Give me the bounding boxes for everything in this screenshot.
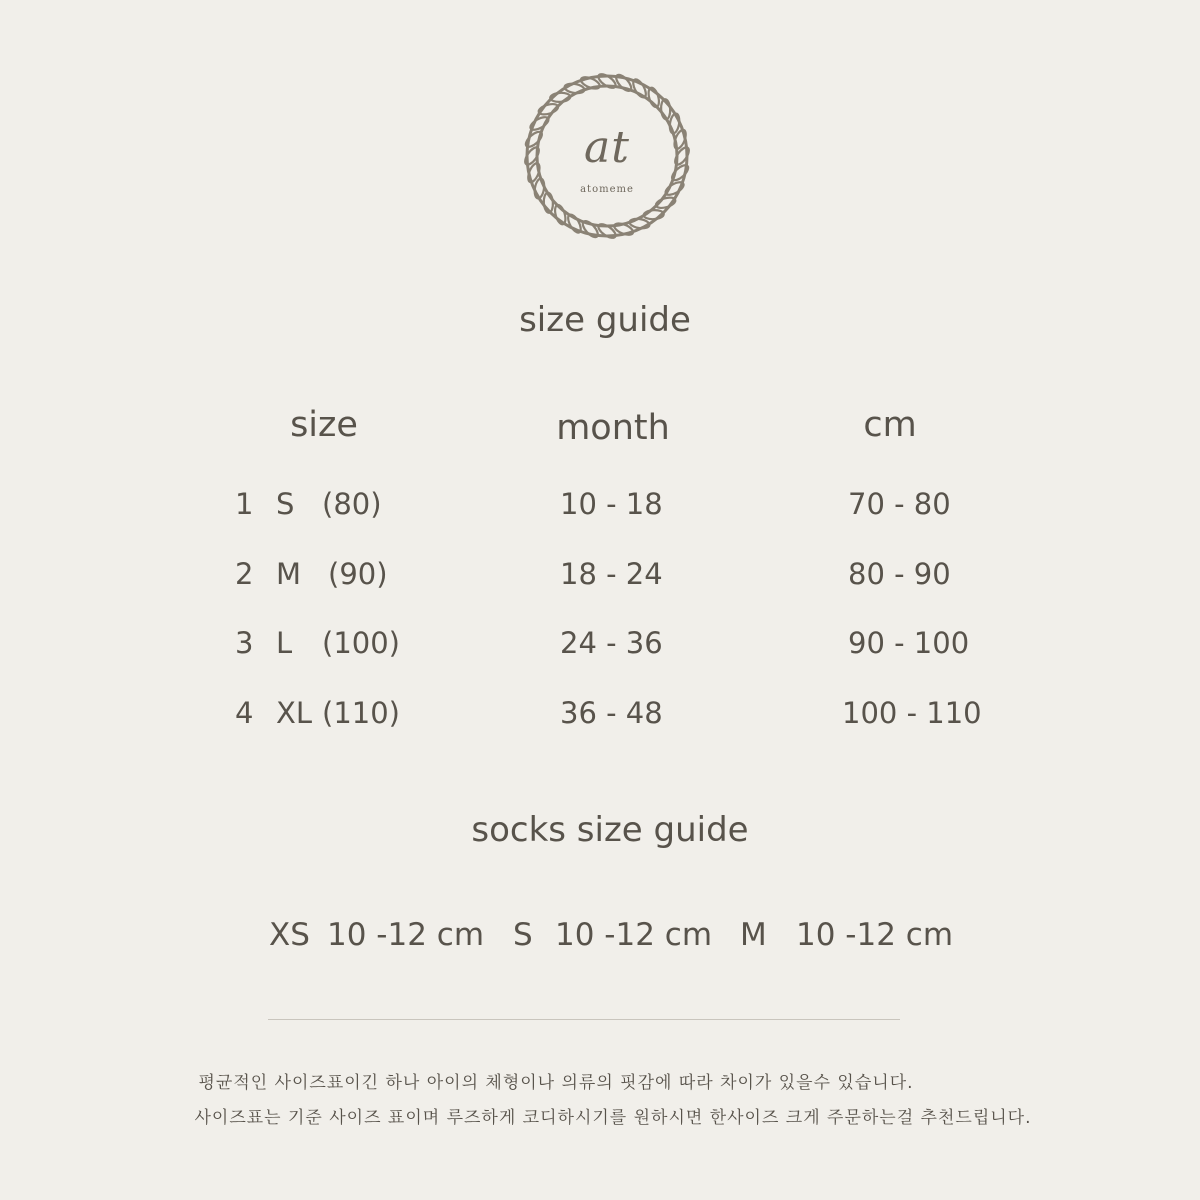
logo-braid-link (631, 78, 649, 100)
row-cm: 100 - 110 (842, 696, 982, 730)
logo-braid-link (566, 213, 584, 235)
row-number: 3 (235, 626, 254, 660)
size-row (0, 696, 1200, 736)
header-size: size (290, 405, 358, 445)
logo-mark: at (584, 122, 630, 173)
logo-braid-link (655, 196, 677, 210)
row-number: 2 (235, 557, 254, 591)
brand-logo (517, 66, 697, 246)
size-row (0, 626, 1200, 666)
row-month: 24 - 36 (560, 626, 663, 660)
row-number: 4 (235, 696, 254, 730)
socks-item (513, 917, 712, 953)
header-month: month (556, 408, 670, 448)
row-month: 36 - 48 (560, 696, 663, 730)
row-size-label: S (276, 487, 295, 521)
socks-item (740, 917, 953, 953)
logo-braid-link (647, 86, 661, 108)
row-month: 18 - 24 (560, 557, 663, 591)
socks-size: XS (269, 917, 310, 953)
size-row (0, 487, 1200, 527)
row-cm: 70 - 80 (848, 487, 951, 521)
socks-range: 10 -12 cm (796, 917, 954, 953)
socks-range: 10 -12 cm (327, 917, 485, 953)
logo-subtitle: atomeme (580, 184, 634, 195)
socks-size: S (513, 917, 533, 953)
note-line: 평균적인 사이즈표이긴 하나 아이의 체형이나 의류의 핏감에 따라 차이가 있을수 있습니다. (198, 1073, 914, 1093)
row-size-value: (80) (322, 487, 382, 521)
row-size-value: (100) (322, 626, 400, 660)
socks-size: M (740, 917, 767, 953)
logo-braid-link (553, 204, 567, 226)
socks-item (269, 917, 484, 953)
note-line: 사이즈표는 기준 사이즈 표이며 루즈하게 코디하시기를 원하시면 한사이즈 크게 주문하는걸 추천드립니다. (194, 1108, 1032, 1128)
logo-braid-link (614, 72, 634, 93)
row-size-label: XL (276, 696, 313, 730)
logo-braid-link (580, 219, 600, 240)
row-month: 10 - 18 (560, 487, 663, 521)
socks-range: 10 -12 cm (555, 917, 713, 953)
size-guide-title: size guide (519, 300, 691, 340)
size-row (0, 557, 1200, 597)
row-size-label: L (276, 626, 293, 660)
divider (268, 1019, 900, 1020)
row-cm: 80 - 90 (848, 557, 951, 591)
logo-braid-link (537, 102, 559, 116)
row-cm: 90 - 100 (848, 626, 970, 660)
header-cm: cm (863, 405, 917, 445)
row-size-value: (110) (322, 696, 400, 730)
row-size-label: M (276, 557, 302, 591)
row-size-value: (90) (328, 557, 388, 591)
socks-guide-title: socks size guide (471, 810, 749, 850)
row-number: 1 (235, 487, 254, 521)
